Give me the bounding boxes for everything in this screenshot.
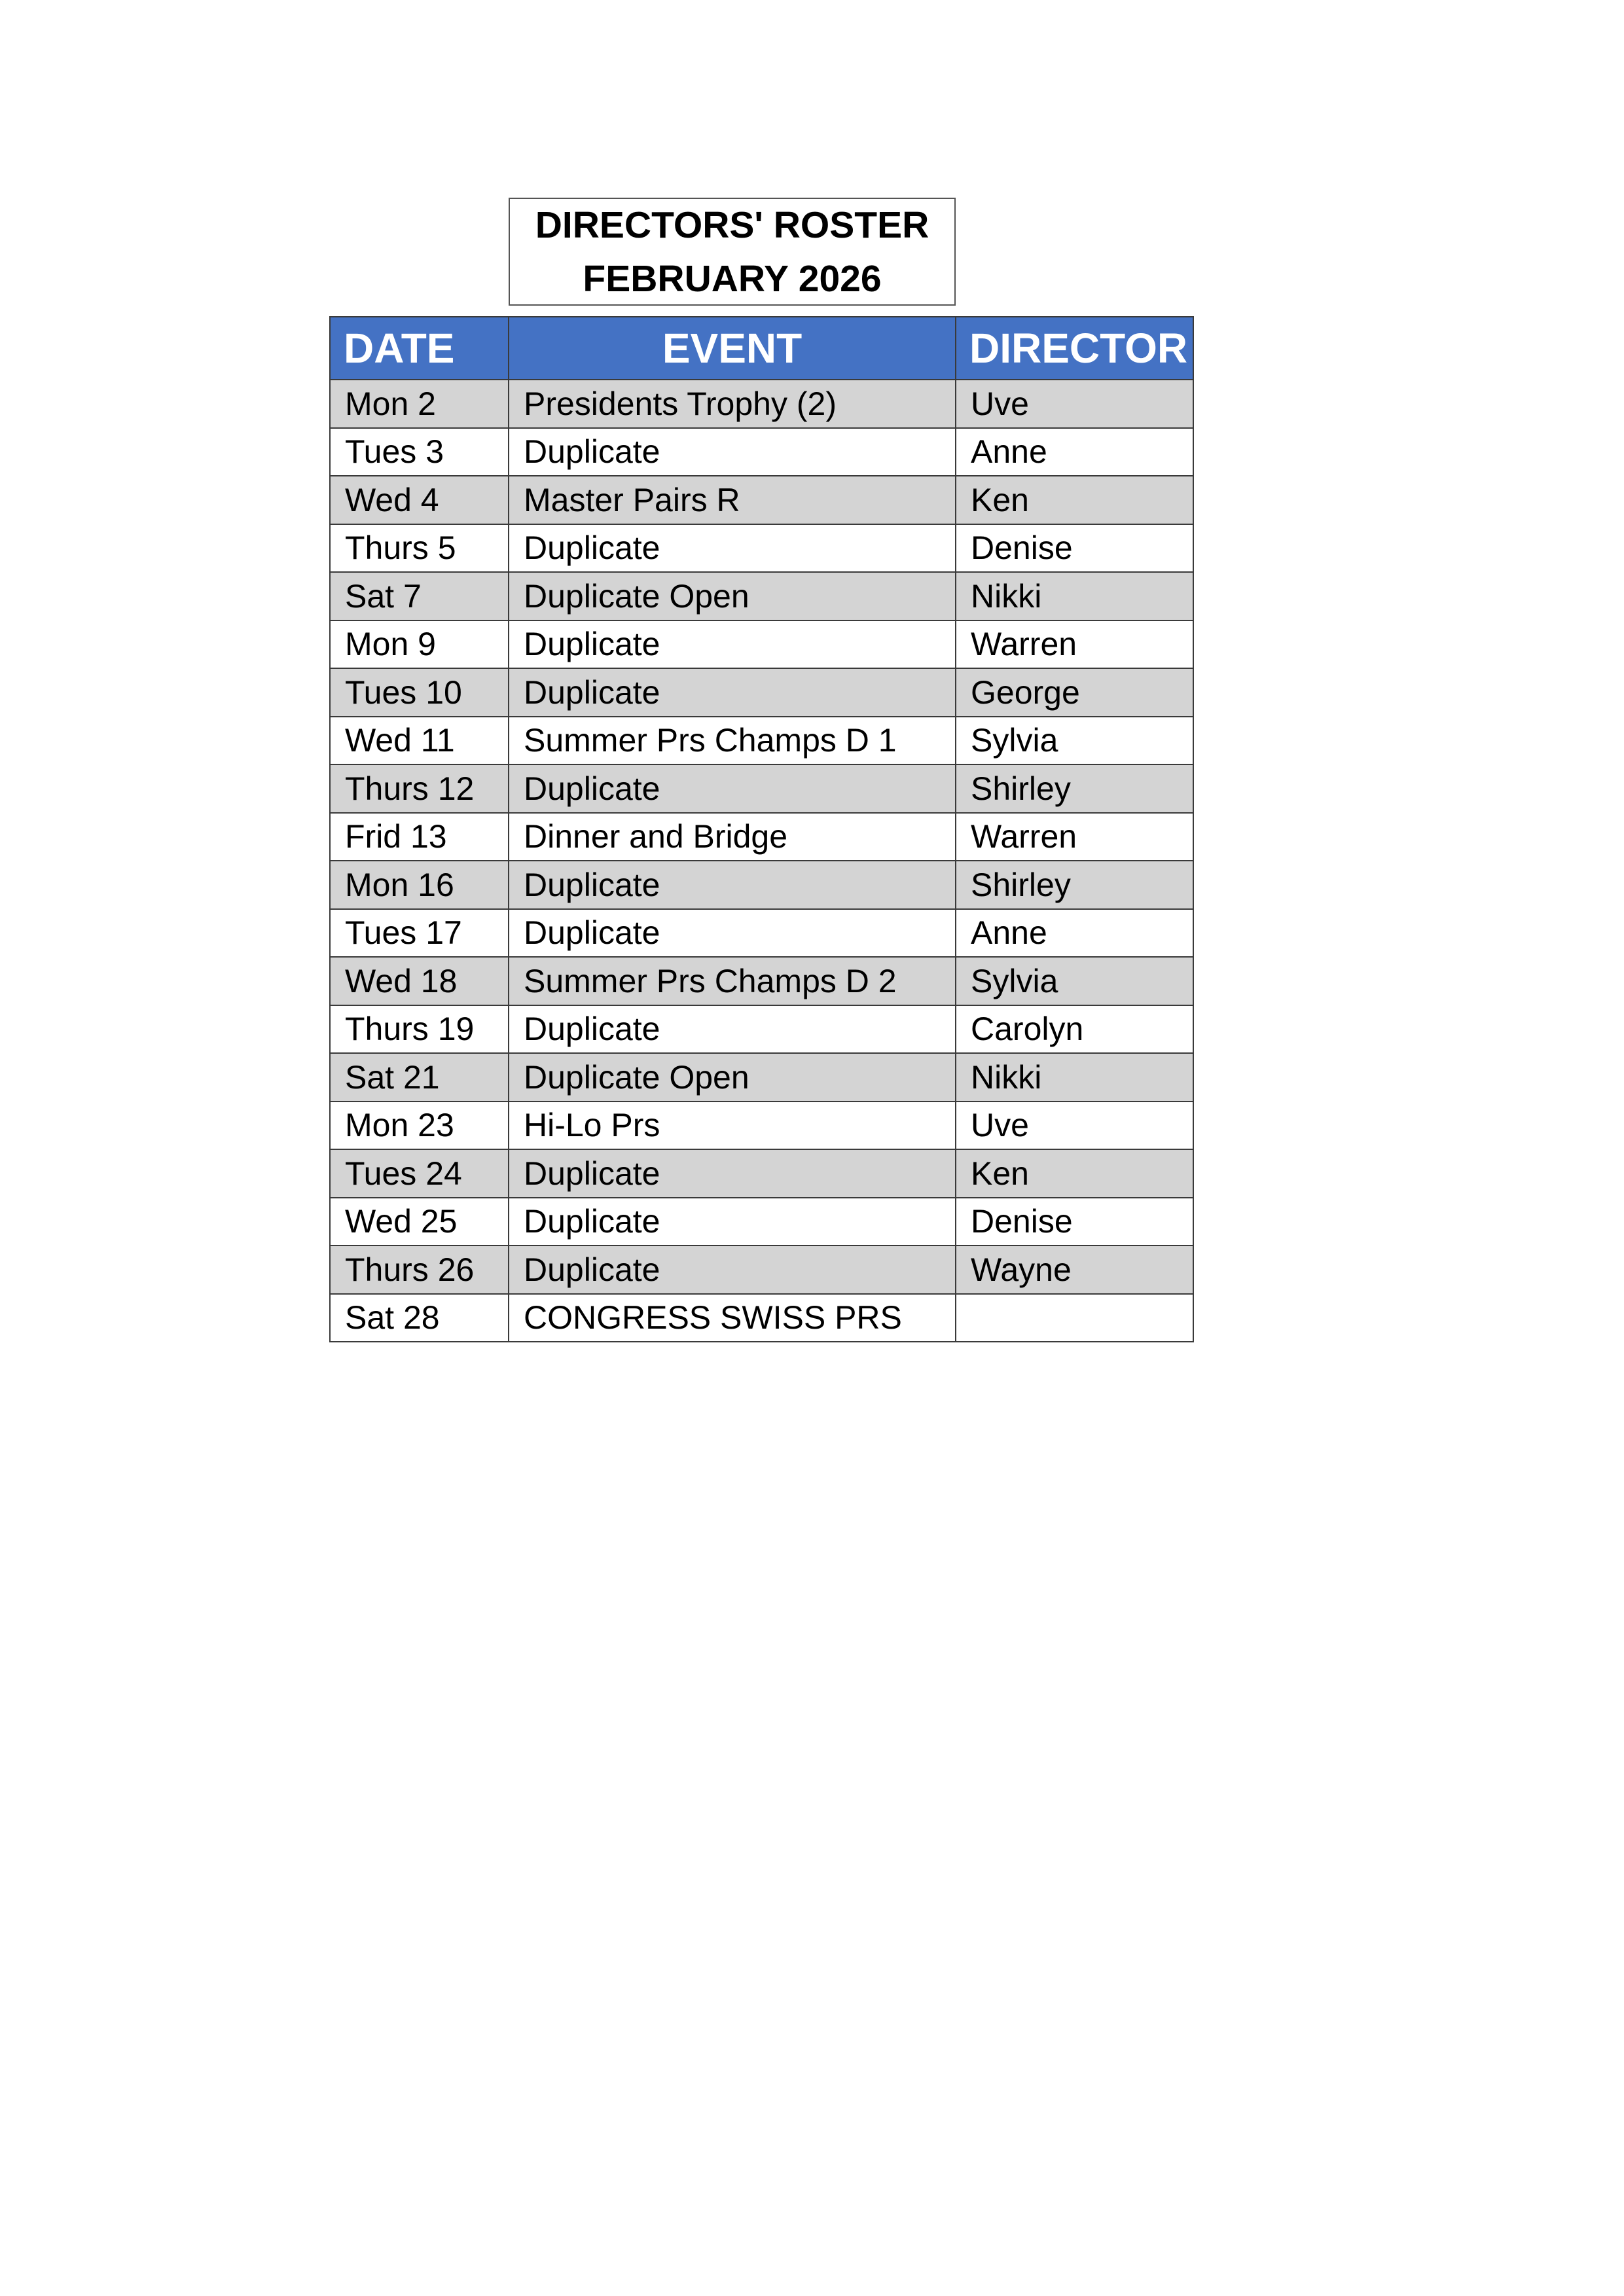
- table-row: [330, 1246, 1193, 1294]
- roster-body: [330, 380, 1193, 1342]
- cell-event: Duplicate Open: [509, 1053, 956, 1102]
- cell-date: Sat 28: [330, 1294, 509, 1342]
- cell-date: Tues 17: [330, 909, 509, 958]
- cell-event: Master Pairs R: [509, 476, 956, 524]
- cell-event: Duplicate: [509, 428, 956, 476]
- table-row: [330, 764, 1193, 813]
- table-row: [330, 909, 1193, 958]
- cell-director: Ken: [956, 1149, 1193, 1198]
- table-row: [330, 1005, 1193, 1054]
- cell-event: Duplicate: [509, 1198, 956, 1246]
- table-row: [330, 572, 1193, 620]
- cell-director: Sylvia: [956, 957, 1193, 1005]
- cell-director: Shirley: [956, 764, 1193, 813]
- cell-director: Nikki: [956, 572, 1193, 620]
- header-director: DIRECTOR: [956, 317, 1193, 380]
- cell-event: Duplicate: [509, 764, 956, 813]
- header-event: EVENT: [509, 317, 956, 380]
- table-row: [330, 1053, 1193, 1102]
- table-row: [330, 717, 1193, 765]
- cell-director: Denise: [956, 1198, 1193, 1246]
- cell-event: Hi-Lo Prs: [509, 1102, 956, 1150]
- cell-event: Duplicate: [509, 1005, 956, 1054]
- cell-date: Sat 7: [330, 572, 509, 620]
- table-row: [330, 476, 1193, 524]
- cell-director: Shirley: [956, 861, 1193, 909]
- cell-director: Nikki: [956, 1053, 1193, 1102]
- cell-date: Sat 21: [330, 1053, 509, 1102]
- cell-date: Tues 24: [330, 1149, 509, 1198]
- cell-director: Uve: [956, 380, 1193, 428]
- cell-event: Presidents Trophy (2): [509, 380, 956, 428]
- cell-director: [956, 1294, 1193, 1342]
- cell-date: Wed 18: [330, 957, 509, 1005]
- cell-director: Ken: [956, 476, 1193, 524]
- cell-event: Duplicate Open: [509, 572, 956, 620]
- cell-event: Duplicate: [509, 524, 956, 573]
- table-row: [330, 620, 1193, 669]
- cell-date: Thurs 5: [330, 524, 509, 573]
- cell-event: Duplicate: [509, 620, 956, 669]
- cell-event: Duplicate: [509, 1149, 956, 1198]
- cell-director: Sylvia: [956, 717, 1193, 765]
- table-row: [330, 1102, 1193, 1150]
- header-date: DATE: [330, 317, 509, 380]
- cell-date: Tues 3: [330, 428, 509, 476]
- roster-table: [329, 316, 1194, 1342]
- table-row: [330, 524, 1193, 573]
- cell-director: George: [956, 668, 1193, 717]
- cell-event: CONGRESS SWISS PRS: [509, 1294, 956, 1342]
- table-row: [330, 668, 1193, 717]
- table-header-row: [330, 317, 1193, 380]
- cell-event: Duplicate: [509, 909, 956, 958]
- cell-director: Warren: [956, 813, 1193, 861]
- cell-director: Denise: [956, 524, 1193, 573]
- cell-date: Thurs 19: [330, 1005, 509, 1054]
- cell-date: Thurs 26: [330, 1246, 509, 1294]
- cell-event: Dinner and Bridge: [509, 813, 956, 861]
- table-row: [330, 957, 1193, 1005]
- cell-event: Duplicate: [509, 1246, 956, 1294]
- roster-title: DIRECTORS' ROSTER: [535, 204, 929, 246]
- cell-date: Wed 25: [330, 1198, 509, 1246]
- table-row: [330, 1198, 1193, 1246]
- table-row: [330, 1149, 1193, 1198]
- cell-date: Tues 10: [330, 668, 509, 717]
- cell-date: Mon 16: [330, 861, 509, 909]
- cell-director: Uve: [956, 1102, 1193, 1150]
- cell-director: Carolyn: [956, 1005, 1193, 1054]
- cell-date: Wed 11: [330, 717, 509, 765]
- cell-director: Wayne: [956, 1246, 1193, 1294]
- roster-title-box: [509, 198, 956, 306]
- cell-date: Mon 2: [330, 380, 509, 428]
- cell-date: Frid 13: [330, 813, 509, 861]
- table-row: [330, 813, 1193, 861]
- cell-director: Anne: [956, 428, 1193, 476]
- roster-month: FEBRUARY 2026: [583, 257, 882, 300]
- table-row: [330, 380, 1193, 428]
- cell-date: Mon 23: [330, 1102, 509, 1150]
- table-row: [330, 428, 1193, 476]
- cell-date: Mon 9: [330, 620, 509, 669]
- cell-date: Thurs 12: [330, 764, 509, 813]
- table-row: [330, 1294, 1193, 1342]
- cell-event: Duplicate: [509, 668, 956, 717]
- cell-director: Warren: [956, 620, 1193, 669]
- cell-event: Summer Prs Champs D 2: [509, 957, 956, 1005]
- cell-event: Duplicate: [509, 861, 956, 909]
- cell-director: Anne: [956, 909, 1193, 958]
- cell-event: Summer Prs Champs D 1: [509, 717, 956, 765]
- table-row: [330, 861, 1193, 909]
- cell-date: Wed 4: [330, 476, 509, 524]
